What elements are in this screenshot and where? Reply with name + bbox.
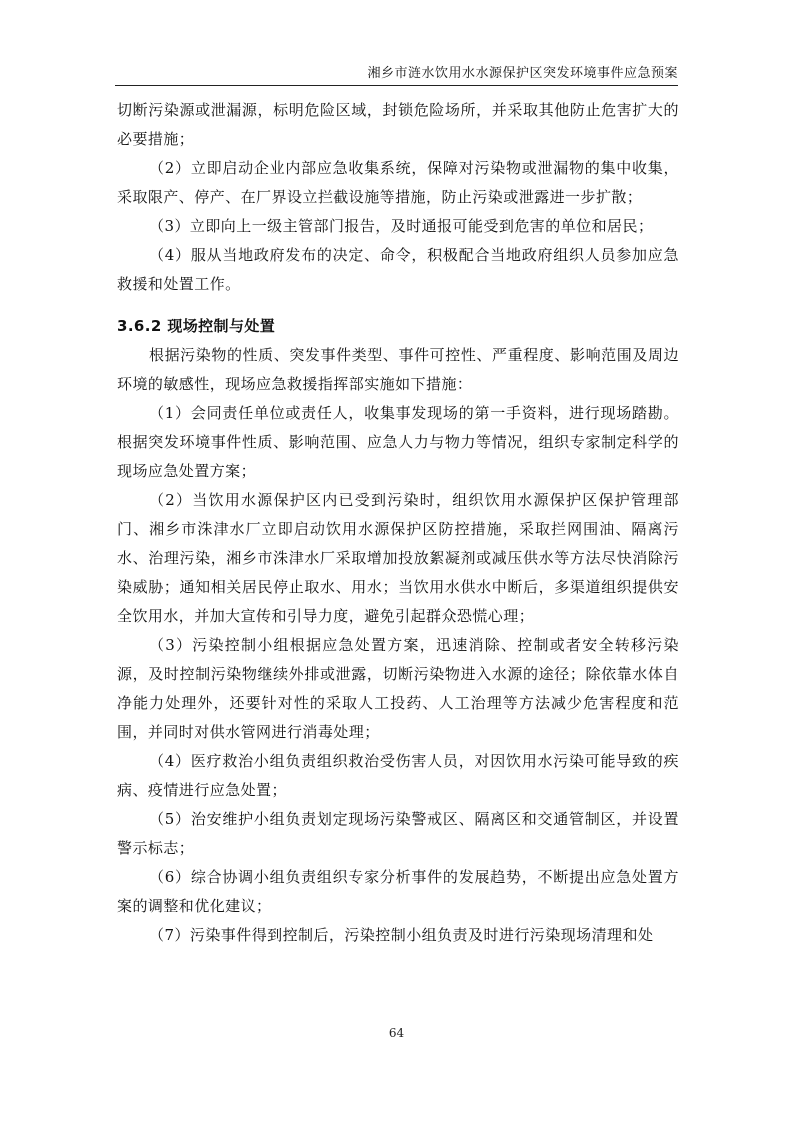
paragraph: （3）污染控制小组根据应急处置方案，迅速消除、控制或者安全转移污染源，及时控制污染物继续外排或泄露，切断污染物进入水源的途径；除依靠水体自净能力处理外，还要针对性的采取人工投药、人工治理等方法减少危害程度和范围，并同时对供水管网进行消毒处理； bbox=[117, 636, 679, 741]
header-rule bbox=[115, 85, 678, 86]
section-number: 3.6.2 bbox=[117, 317, 162, 335]
page-number: 64 bbox=[388, 1026, 405, 1040]
section-heading bbox=[117, 311, 679, 341]
document-body bbox=[117, 96, 679, 950]
paragraph: （2）立即启动企业内部应急收集系统，保障对污染物或泄漏物的集中收集，采取限产、停产、在厂界设立拦截设施等措施，防止污染或泄露进一步扩散； bbox=[117, 159, 679, 206]
section-title: 现场控制与处置 bbox=[167, 317, 276, 335]
paragraph: （1）会同责任单位或责任人，收集事发现场的第一手资料，进行现场踏勘。根据突发环境事件性质、影响范围、应急人力与物力等情况，组织专家制定科学的现场应急处置方案； bbox=[117, 404, 679, 480]
paragraph: （4）服从当地政府发布的决定、命令，积极配合当地政府组织人员参加应急救援和处置工作。 bbox=[117, 246, 679, 293]
paragraph: （2）当饮用水源保护区内已受到污染时，组织饮用水源保护区保护管理部门、湘乡市洙津水厂立即启动饮用水源保护区防控措施，采取拦网围油、隔离污水、治理污染，湘乡市洙津水厂采取增加投放絮凝剂或减压供水等方法尽快消除污染威胁；通知相关居民停止取水、用水；当饮用水供水中断后，多渠道组织提供安全饮用水，并加大宣传和引导力度，避免引起群众恐慌心理； bbox=[117, 491, 679, 625]
paragraph: （5）治安维护小组负责划定现场污染警戒区、隔离区和交通管制区，并设置警示标志； bbox=[117, 810, 679, 857]
paragraph: 切断污染源或泄漏源，标明危险区域，封锁危险场所，并采取其他防止危害扩大的必要措施； bbox=[117, 101, 679, 148]
running-header-title: 湘乡市涟水饮用水水源保护区突发环境事件应急预案 bbox=[367, 66, 678, 81]
paragraph: （7）污染事件得到控制后，污染控制小组负责及时进行污染现场清理和处 bbox=[149, 926, 654, 944]
paragraph: （6）综合协调小组负责组织专家分析事件的发展趋势，不断提出应急处置方案的调整和优化建议； bbox=[117, 868, 679, 915]
paragraph: （4）医疗救治小组负责组织救治受伤害人员，对因饮用水污染可能导致的疾病、疫情进行应急处置； bbox=[117, 752, 679, 799]
paragraph: 根据污染物的性质、突发事件类型、事件可控性、严重程度、影响范围及周边环境的敏感性，现场应急救援指挥部实施如下措施： bbox=[117, 346, 679, 393]
paragraph: （3）立即向上一级主管部门报告，及时通报可能受到危害的单位和居民； bbox=[149, 217, 654, 235]
